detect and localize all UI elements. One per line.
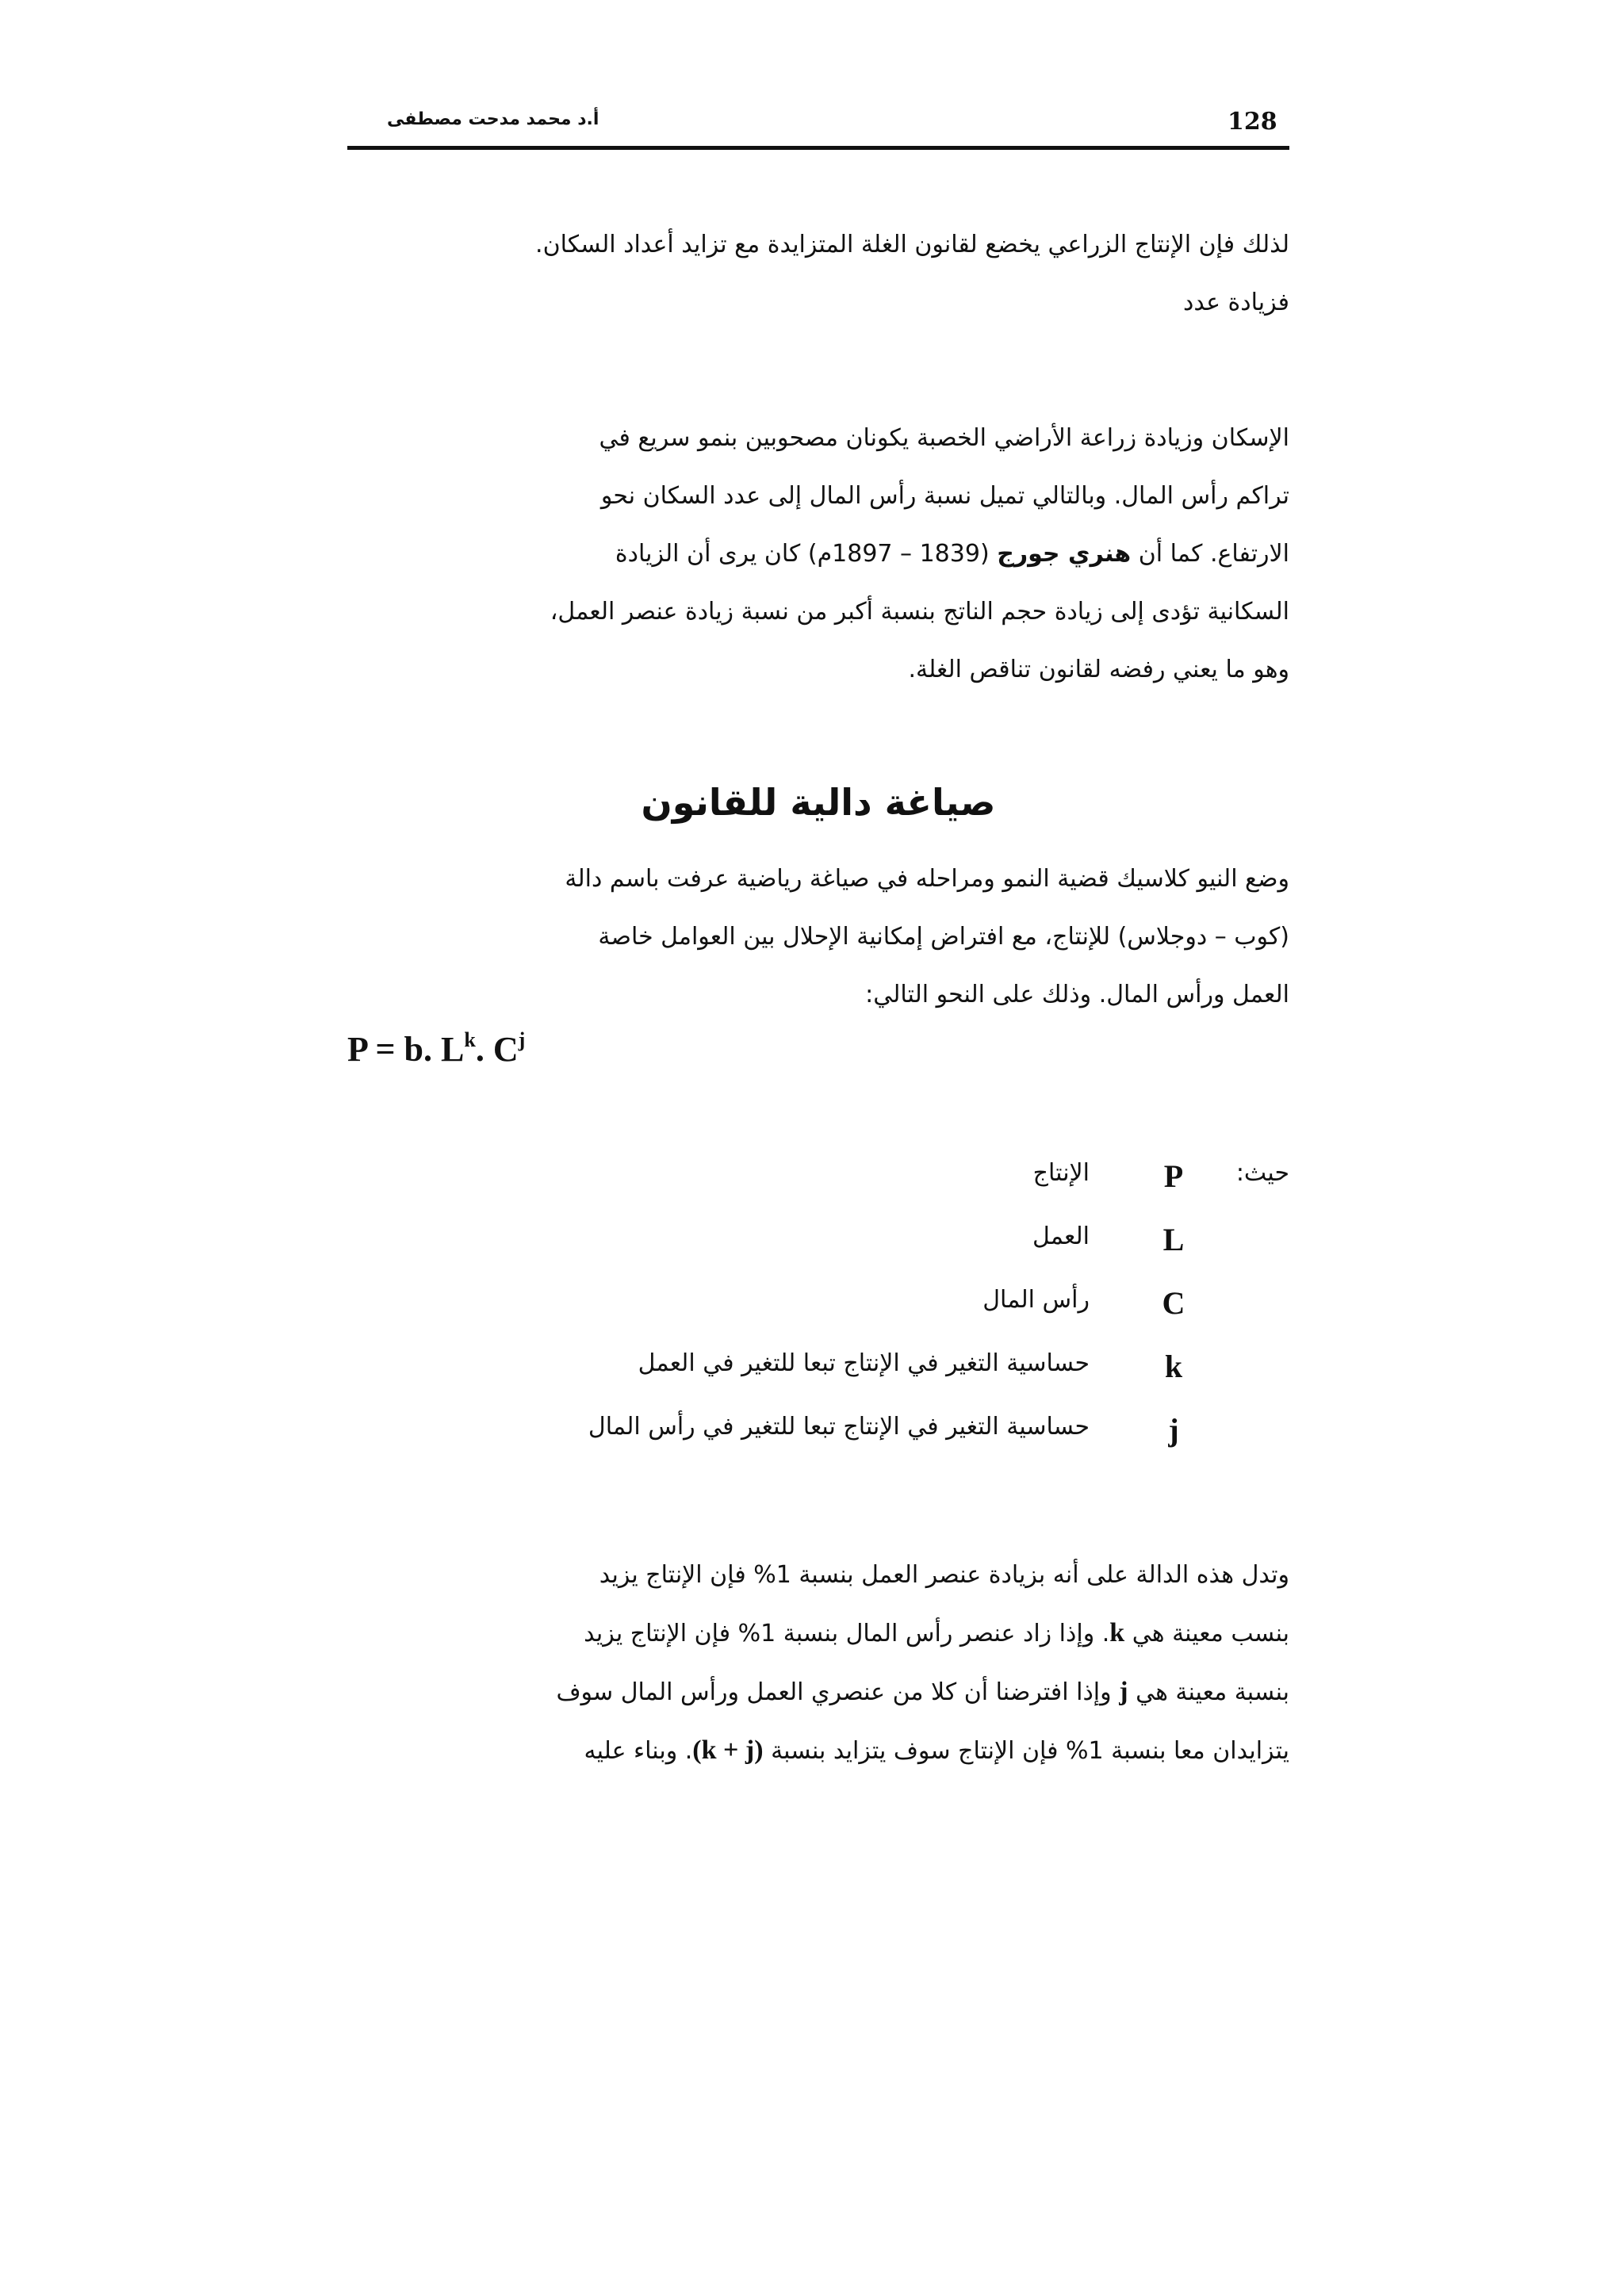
definition-meaning: حساسية التغير في الإنتاج تبعا للتغير في العمل [638,1349,1090,1377]
definition-symbol: P [1163,1158,1184,1194]
definition-meaning: العمل [1032,1223,1090,1250]
definition-row [347,1286,1289,1341]
formula-exponent-k: k [464,1028,476,1051]
paragraph-2 [347,409,1289,698]
where-label: حيث: [1235,1159,1289,1187]
definition-row [347,1159,1289,1215]
section-paragraph [347,850,1289,1024]
formula-mid: . C [475,1030,519,1069]
section-line-1: وضع النيو كلاسيك قضية النمو ومراحله في صياغة رياضية عرفت باسم دالة [565,865,1289,893]
page-number: 128 [1228,108,1277,136]
closing-line-3 [347,1663,1289,1721]
paragraph-1 [347,216,1289,331]
definition-symbol: k [1164,1349,1183,1384]
closing-line-3-start: بنسبة معينة هي [1136,1678,1289,1706]
definition-symbol: C [1162,1285,1185,1321]
closing-line-3-end: وإذا افترضنا أن كلا من عنصري العمل ورأس المال سوف [556,1678,1112,1706]
closing-paragraph [347,1546,1289,1780]
paragraph-1-line-2: فزيادة عدد [1182,289,1289,316]
closing-line-2-end: . وإذا زاد عنصر رأس المال بنسبة 1% فإن الإنتاج يزيد [584,1620,1110,1647]
closing-line-4-start: يتزايدان معا بنسبة 1% فإن الإنتاج سوف يتزايد بنسبة [771,1737,1289,1765]
page-header [347,105,1289,146]
paragraph-2-line-5: وهو ما يعني رفضه لقانون تناقص الغلة. [908,656,1289,683]
line-3-end: (1839 – 1897م) كان يرى أن الزيادة [615,540,990,568]
paragraph-1-line-1: لذلك فإن الإنتاج الزراعي يخضع لقانون الغلة المتزايدة مع تزايد أعداد السكان. [535,231,1289,258]
closing-line-4 [347,1721,1289,1780]
definition-row [347,1413,1289,1468]
henry-george-name: هنري جورج [997,540,1132,568]
symbol-j: j [1119,1677,1128,1706]
section-line-2: (كوب – دوجلاس) للإنتاج، مع افتراض إمكانية الإحلال بين العوامل خاصة [598,923,1289,951]
paragraph-2-line-4: السكانية تؤدى إلى زيادة حجم الناتج بنسبة أكبر من نسبة زيادة عنصر العمل، [550,598,1289,626]
formula-exponent-j: j [518,1028,526,1051]
section-line-3: العمل ورأس المال. وذلك على النحو التالي: [865,981,1289,1008]
paragraph-2-line-1: الإسكان وزيادة زراعة الأراضي الخصبة يكونان مصحوبين بنمو سريع في [599,424,1289,452]
header-rule [347,146,1289,150]
cobb-douglas-formula [347,1029,525,1070]
definition-row [347,1223,1289,1278]
definition-meaning: رأس المال [982,1286,1090,1314]
closing-line-2 [347,1604,1289,1663]
closing-line-2-start: بنسب معينة هي [1132,1620,1289,1647]
section-heading: صياغة دالية للقانون [641,781,996,824]
closing-line-1: وتدل هذه الدالة على أنه بزيادة عنصر العمل بنسبة 1% فإن الإنتاج يزيد [599,1561,1289,1589]
definition-symbol: L [1162,1222,1185,1257]
definition-meaning: الإنتاج [1032,1159,1090,1187]
closing-line-4-end: . وبناء عليه [584,1737,693,1765]
sum-expression: (k + j) [692,1735,764,1765]
paragraph-2-line-2: تراكم رأس المال. وبالتالي تميل نسبة رأس المال إلى عدد السكان نحو [600,482,1289,510]
author-name: أ.د محمد مدحت مصطفى [387,109,599,129]
definition-row [347,1349,1289,1405]
definition-symbol: j [1168,1412,1179,1448]
formula-lhs: P = b. L [347,1030,465,1069]
definition-meaning: حساسية التغير في الإنتاج تبعا للتغير في رأس المال [588,1413,1090,1441]
symbol-k: k [1109,1618,1125,1647]
paragraph-2-line-3 [347,525,1289,583]
line-3-start: الارتفاع. كما أن [1138,540,1289,568]
